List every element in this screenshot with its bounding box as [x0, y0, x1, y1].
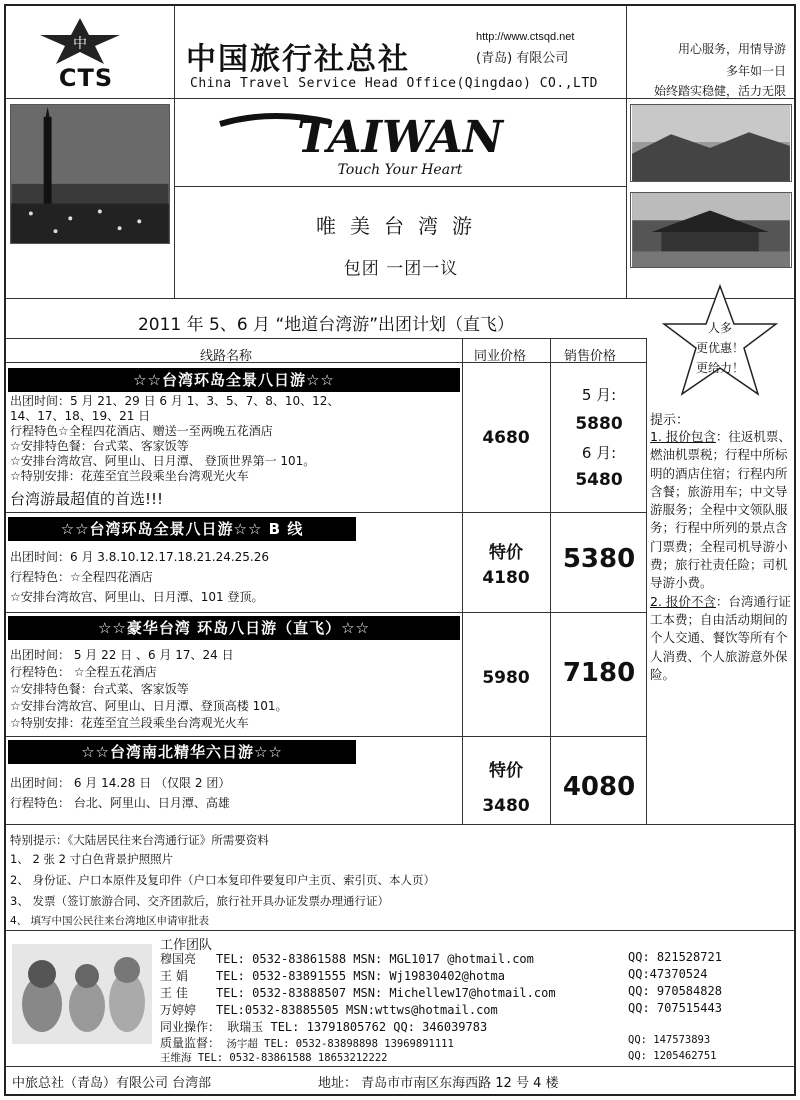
route-1-line: 出团时间：5 月 21、29 日 6 月 1、3、5、7、8、10、12、 [10, 394, 340, 408]
promo-badge-text [658, 318, 782, 378]
mountain-photo [630, 104, 792, 182]
logo-text: CTS [58, 64, 114, 92]
route-1-line: ☆特别安排：花莲至宜兰段乘坐台湾观光火车 [10, 469, 249, 483]
route-2-sale-price: 5380 [562, 544, 636, 574]
team-member [160, 1034, 454, 1051]
divider [174, 98, 175, 298]
member-name: 穆国亮 [160, 952, 197, 966]
taiwan-logo-art-icon [210, 104, 590, 180]
member-qq: QQ: 707515443 [628, 1001, 722, 1015]
member-contact: 汤宇超 TEL: 0532-83898898 13969891111 [220, 1038, 454, 1050]
route-2-special-label: 特价 [489, 543, 523, 563]
footer-address: 地址： 青岛市市南区东海西路 12 号 4 楼 [318, 1076, 559, 1091]
route-4-trade-price: 3480 [482, 796, 530, 816]
tips-item: 1、 2 张 2 寸白色背景护照照片 [10, 852, 174, 866]
taipei-101-photo [10, 104, 170, 244]
notes-included-label: 1. 报价包含 [650, 429, 716, 444]
route-3-line: 行程特色： ☆全程五花酒店 [10, 665, 157, 679]
member-contact: TEL: 0532-83861588 MSN: MGL1017 @hotmail.com [216, 952, 534, 966]
tagline-sub: 包团 一团一议 [343, 259, 459, 279]
route-4-line: 出团时间： 6 月 14.28 日 （仅限 2 团） [10, 776, 231, 790]
member-qq: QQ:47370524 [628, 967, 708, 981]
tagline-main: 唯美台湾游 [316, 214, 486, 238]
divider [6, 1066, 794, 1067]
member-qq: QQ: 1205462751 [628, 1050, 717, 1062]
column-divider [462, 338, 463, 824]
notes-excluded-label: 2. 报价不含 [650, 593, 716, 609]
cts-star-logo-icon [40, 18, 120, 64]
route-1-line: ☆安排特色餐：台式菜、客家饭等 [10, 439, 189, 453]
route-4-line: 行程特色： 台北、阿里山、日月潭、高雄 [10, 796, 230, 810]
member-contact: TEL:0532-83885505 MSN:wttws@hotmail.com [216, 1003, 498, 1017]
taiwan-logo [210, 104, 590, 180]
slogan-1: 用心服务，用情导游 [677, 42, 786, 56]
taiwan-logo-sub: Touch Your Heart [337, 162, 463, 178]
company-url: http://www.ctsqd.net [476, 31, 575, 43]
tips-item: 2、 身份证、户口本原件及复印件（户口本复印件要复印户主页、索引页、本人页） [10, 873, 435, 887]
route-2-line: 出团时间：6 月 3.8.10.12.17.18.21.24.25.26 [10, 550, 270, 564]
route-1-line: 14、17、18、19、21 日 [10, 409, 151, 423]
slogan-2: 多年如一日 [725, 64, 786, 78]
col-trade-header: 同业价格 [474, 349, 527, 364]
route-3-line: ☆安排台湾故宫、阿里山、日月潭、登顶高楼 101。 [10, 699, 288, 713]
team-member [160, 1050, 387, 1065]
mascot-group-icon [12, 944, 152, 1044]
notes-excluded: ：台湾通行证工本费；自由活动期间的个人交通、餐饮等所有个人消费、个人旅游意外保险。 [650, 593, 791, 682]
company-branch: (青岛) 有限公司 [476, 51, 569, 66]
route-4-special-label: 特价 [489, 761, 523, 781]
member-contact: 耿瑞玉 TEL: 13791805762 QQ: 346039783 [220, 1020, 488, 1034]
route-1-title: ☆☆台湾环岛全景八日游☆☆ [8, 368, 460, 392]
company-name-cn: 中国旅行社总社 [186, 42, 410, 77]
route-1-sale-label: 6 月: [581, 444, 617, 462]
route-1-line: ☆安排台湾故宫、阿里山、日月潭、 登顶世界第一 101。 [10, 454, 316, 468]
team-title: 工作团队 [160, 938, 213, 953]
tips-item: 3、 发票（签订旅游合同、交齐团款后，旅行社开具办证发票办理通行证） [10, 894, 389, 908]
badge-line-1: 人多 [707, 321, 732, 335]
route-1-sale-label: 5 月: [581, 386, 617, 404]
notes-included: ：往返机票、燃油机票税；行程中所标明的酒店住宿；行程内所含餐；旅游用车；中文导游服务；全程中文领队服务；行程中所列的景点含门票费；全程司机导游小费；旅行社责任险；司机导游小费。 [650, 429, 791, 591]
divider [6, 512, 646, 513]
col-sale-header: 销售价格 [564, 349, 617, 364]
svg-text:中: 中 [73, 36, 87, 52]
route-2-title: ☆☆台湾环岛全景八日游☆☆ B 线 [8, 517, 356, 541]
member-role: 同业操作： [160, 1020, 221, 1034]
route-2-line: ☆安排台湾故宫、阿里山、日月潭、101 登顶。 [10, 590, 264, 604]
member-qq: QQ: 821528721 [628, 950, 722, 964]
col-route-header: 线路名称 [200, 349, 253, 364]
divider [174, 186, 626, 187]
badge-line-2: 更优惠！ [695, 341, 744, 355]
palace-photo [630, 192, 792, 268]
divider [6, 930, 794, 931]
taiwan-logo-text: TAIWAN [296, 112, 504, 163]
team-member [160, 1001, 498, 1018]
route-1-highlight: 台湾游最超值的首选!!! [10, 490, 164, 508]
tips-item: 4、 填写中国公民往来台湾地区申请审批表 [10, 915, 210, 927]
tips-heading: 特别提示：《大陆居民往来台湾通行证》所需要资料 [10, 833, 269, 847]
divider [6, 612, 646, 613]
route-1-sale-price: 5480 [575, 470, 623, 490]
member-contact: TEL: 0532-83891555 MSN: Wj19830402@hotma [216, 969, 505, 983]
route-1-trade-price: 4680 [482, 428, 530, 448]
member-name: 王 娟 [160, 969, 188, 983]
route-4-title: ☆☆台湾南北精华六日游☆☆ [8, 740, 356, 764]
route-3-title: ☆☆豪华台湾 环岛八日游（直飞）☆☆ [8, 616, 460, 640]
route-3-line: 出团时间： 5 月 22 日 、6 月 17、24 日 [10, 648, 234, 662]
column-divider [550, 338, 551, 824]
route-3-trade-price: 5980 [482, 668, 530, 688]
member-role: 质量监督： [160, 1036, 221, 1050]
team-member [160, 1018, 487, 1035]
divider [626, 6, 627, 98]
team-member [160, 950, 534, 967]
route-3-line: ☆安排特色餐：台式菜、客家饭等 [10, 682, 189, 696]
badge-line-3: 更给力！ [695, 361, 744, 375]
team-member [160, 967, 505, 984]
route-3-sale-price: 7180 [562, 658, 636, 688]
divider [6, 736, 646, 737]
notes-body [650, 428, 792, 684]
slogan-3: 始终踏实稳健，活力无限 [653, 84, 786, 98]
notes-heading: 提示： [650, 413, 690, 428]
footer-company: 中旅总社（青岛）有限公司 台湾部 [12, 1076, 212, 1091]
route-4-sale-price: 4080 [562, 772, 636, 802]
divider [174, 6, 175, 98]
column-divider [646, 338, 647, 824]
member-name: 万婷婷 [160, 1003, 197, 1017]
member-name: 王 佳 [160, 986, 188, 1000]
plan-title: 2011 年 5、6 月 “地道台湾游”出团计划（直飞） [137, 315, 515, 335]
route-2-trade-price: 4180 [482, 568, 530, 588]
company-name-en: China Travel Service Head Office(Qingdao) CO.,LTD [190, 76, 599, 91]
route-2-line: 行程特色：☆全程四花酒店 [10, 570, 153, 584]
member-contact: 王维海 TEL: 0532-83861588 18653212222 [160, 1052, 388, 1064]
divider [6, 98, 794, 99]
route-1-sale-price: 5880 [575, 414, 623, 434]
member-qq: QQ: 147573893 [628, 1034, 711, 1046]
divider [6, 824, 794, 825]
route-1-line: 行程特色☆全程四花酒店、赠送一至两晚五花酒店 [10, 424, 273, 438]
member-qq: QQ: 970584828 [628, 984, 722, 998]
member-contact: TEL: 0532-83888507 MSN: Michellew17@hotmail.com [216, 986, 556, 1000]
route-3-line: ☆特别安排：花莲至宜兰段乘坐台湾观光火车 [10, 716, 249, 730]
team-member [160, 984, 556, 1001]
divider [626, 98, 627, 298]
